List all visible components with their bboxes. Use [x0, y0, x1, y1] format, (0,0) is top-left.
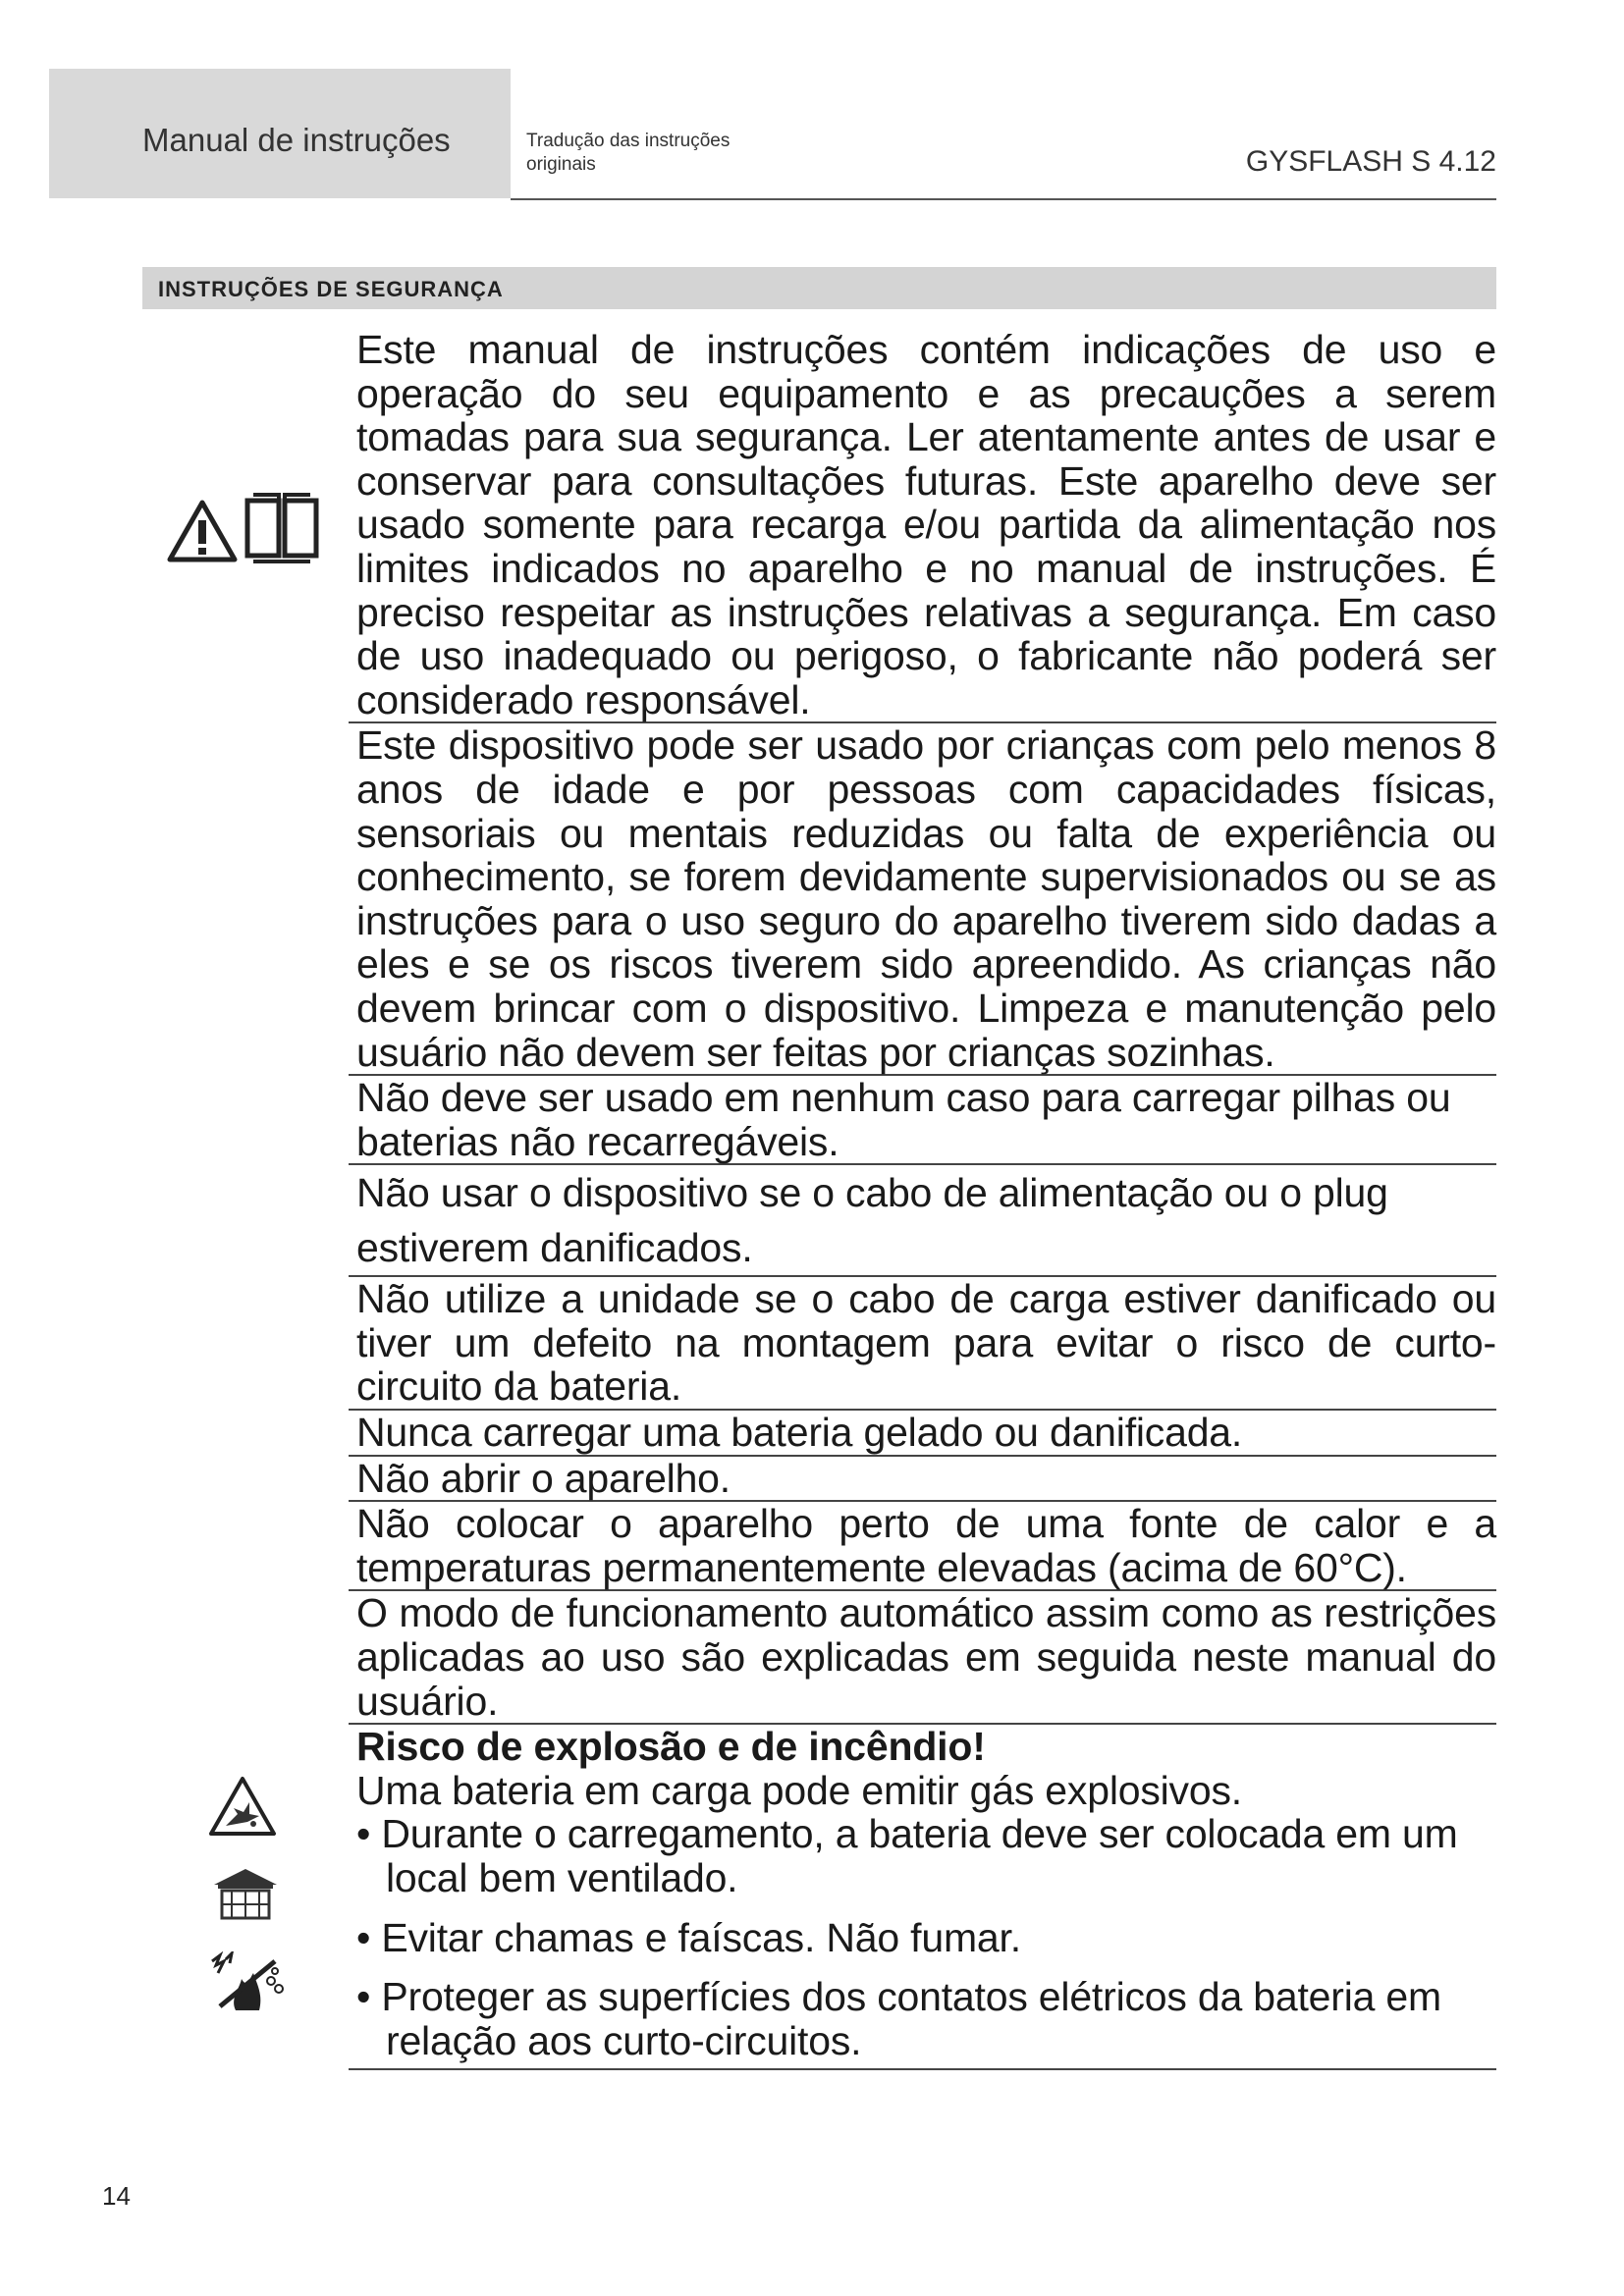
instruction-text: Não deve ser usado em nenhum caso para carregar pilhas ou baterias não recarregáveis.: [356, 1075, 1451, 1164]
risk-intro: Uma bateria em carga pode emitir gás explosivos.: [356, 1767, 1242, 1813]
page-number: 14: [102, 2181, 131, 2211]
instruction-automatic-mode: [349, 1591, 1496, 1725]
instruction-heat-source: [349, 1502, 1496, 1591]
instruction-intro: [349, 328, 1496, 723]
instruction-charge-cable: [349, 1277, 1496, 1411]
risk-bullet-short-circuit: • Proteger as superfícies dos contatos elétricos da bateria em relação aos curto-circuitos.: [356, 1974, 1441, 2063]
instruction-text: Não usar o dispositivo se o cabo de alimentação ou o plug estiverem danificados.: [356, 1170, 1388, 1271]
instruction-text: Não utilize a unidade se o cabo de carga estiver danificado ou tiver um defeito na montagem para evitar o risco de curto-circuito da bateria.: [356, 1276, 1496, 1410]
ventilation-icon: [210, 1865, 281, 1922]
instruction-text: O modo de funcionamento automático assim como as restrições aplicadas ao uso são explicadas em seguida neste manual do usuário.: [356, 1590, 1496, 1724]
instruction-non-rechargeable: [349, 1076, 1496, 1165]
safety-instructions: [349, 328, 1496, 2070]
explosion-warning-icon: [208, 1775, 277, 1838]
section-header: [142, 267, 1496, 309]
manual-title: Manual de instruções: [142, 122, 451, 158]
risk-bullet-flames: • Evitar chamas e faíscas. Não fumar.: [356, 1914, 1021, 1960]
header-divider: [511, 198, 1496, 200]
instruction-text: Não abrir o aparelho.: [356, 1455, 731, 1501]
risk-title: Risco de explosão e de incêndio!: [356, 1724, 986, 1770]
translation-note: Tradução das instruções originais: [526, 131, 731, 175]
no-flames-icon: [206, 1951, 289, 2014]
instruction-text: Nunca carregar uma bateria gelado ou danificada.: [356, 1410, 1243, 1456]
section-title: INSTRUÇÕES DE SEGURANÇA: [158, 277, 504, 301]
instruction-text: Este dispositivo pode ser usado por crianças com pelo menos 8 anos de idade e por pessoas com capacidades físicas, sensoriais ou mentais reduzidas ou falta de experiência ou conhecimento, se forem devidamente supervisionados ou se as instruções para o uso seguro do aparelho tiverem sido dadas a eles e se os riscos tiverem sido apreendido. As crianças não devem brincar com o dispositivo. Limpeza e manutenção pelo usuário não devem ser feitas por crianças sozinhas.: [356, 722, 1496, 1075]
instruction-children: [349, 723, 1496, 1076]
risk-bullet-ventilation: • Durante o carregamento, a bateria deve ser colocada em um local bem ventilado.: [356, 1811, 1458, 1900]
risk-explosion-block: [349, 1725, 1496, 2070]
model-name: GYSFLASH S 4.12: [1245, 145, 1496, 178]
instruction-frozen-battery: [349, 1411, 1496, 1457]
read-manual-icon: [244, 491, 320, 563]
instruction-text: Este manual de instruções contém indicações de uso e operação do seu equipamento e as precauções a serem tomadas para sua segurança. Ler atentamente antes de usar e conservar para consultações futuras. Este aparelho deve ser usado somente para recarga e/ou partida da alimentação nos limites indicados no aparelho e no manual de instruções. É preciso respeitar as instruções relativas a segurança. Em caso de uso inadequado ou perigoso, o fabricante não poderá ser considerado responsável.: [356, 327, 1496, 722]
instruction-text: Não colocar o aparelho perto de uma fonte de calor e a temperaturas permanentemente elevadas (acima de 60°C).: [356, 1501, 1496, 1590]
instruction-damaged-cable: [349, 1165, 1496, 1277]
warning-triangle-icon: [167, 499, 238, 563]
instruction-do-not-open: [349, 1457, 1496, 1503]
